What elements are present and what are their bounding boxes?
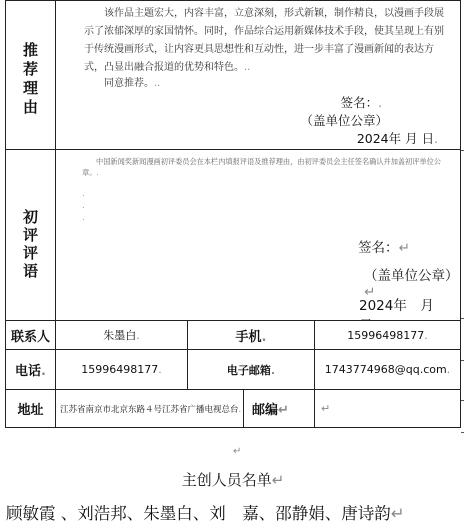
mobile-value: 15996498177.: [315, 321, 461, 350]
label-char: 理: [22, 79, 38, 97]
phone-label: 电话.: [6, 350, 56, 390]
postcode-label: 邮编↵: [244, 390, 315, 428]
recommendation-date: 2024年 月 日.: [356, 131, 439, 146]
table-end-mark: [461, 400, 464, 401]
review-instruction-note: 中国新闻奖新闻漫画初评委员会在本栏内填报评语及推荐理由，由初评委员会主任签名确认并加盖初评单位公章。.: [82, 157, 442, 177]
recommendation-signature: 签名：.: [340, 95, 383, 110]
contact-person-value: 朱墨白.: [56, 321, 188, 350]
label-char: 评: [22, 244, 38, 262]
recommendation-agree: 同意推荐。..: [104, 78, 161, 89]
table-end-mark: [461, 360, 464, 361]
creators-names: 顾敏霞 、刘浩邦、朱墨白、刘 嘉、邵静娟、唐诗韵↵: [6, 504, 405, 523]
table-end-mark: [461, 318, 464, 319]
label-char: 由: [22, 98, 38, 116]
label-char: 推: [22, 41, 38, 59]
phone-row: [6, 350, 461, 390]
recommendation-label-cell: [6, 1, 56, 150]
label-char: 初: [22, 208, 38, 226]
label-char: 评: [22, 226, 38, 244]
recommendation-paragraph: 该作品主题宏大，内容丰富，立意深刻，形式新颖，制作精良，以漫画手段展示了浓郁深厚的家国情怀。同时，作品综合运用新媒体技术手段，使其呈现上有别于传统漫画形式，让内容更具思想性和互动性，进一步丰富了漫画新闻的表达方式，凸显出融合报道的优势和特色。..: [84, 8, 444, 73]
review-content-cell: [56, 150, 461, 321]
phone-value: 15996498177.: [56, 350, 188, 390]
mobile-label: 手机.: [188, 321, 315, 350]
review-date: 2024年 月: [359, 298, 434, 314]
address-row: [6, 390, 461, 428]
review-label-cell: [6, 150, 56, 321]
blank-line-mark: ↵: [233, 446, 242, 457]
review-label: [6, 208, 55, 280]
recommendation-label: [6, 41, 55, 117]
review-signature: 签名：↵: [358, 240, 410, 256]
label-char: 荐: [22, 60, 38, 78]
email-label: 电子邮箱.: [188, 350, 315, 390]
review-seal: （盖单位公章）↵: [364, 268, 459, 300]
recommendation-row: [6, 1, 461, 150]
address-label: 地址: [6, 390, 56, 428]
creators-title: 主创人员名单↵: [181, 471, 285, 489]
contact-person-label: 联系人: [6, 321, 56, 350]
review-row: [6, 150, 461, 321]
recommendation-seal: （盖单位公章）: [300, 113, 389, 128]
email-value: 1743774968@qq.com.: [315, 350, 461, 390]
label-char: 语: [22, 262, 38, 280]
table-end-mark: [461, 432, 464, 433]
nomination-form-table: [5, 0, 461, 428]
review-empty-lines: . . .: [82, 189, 85, 222]
address-value: 江苏省南京市北京东路４号江苏省广播电视总台.: [56, 390, 244, 428]
table-end-mark: [461, 150, 464, 151]
postcode-value: ↵: [315, 390, 461, 428]
recommendation-content-cell: [56, 1, 461, 150]
contact-row: [6, 321, 461, 350]
